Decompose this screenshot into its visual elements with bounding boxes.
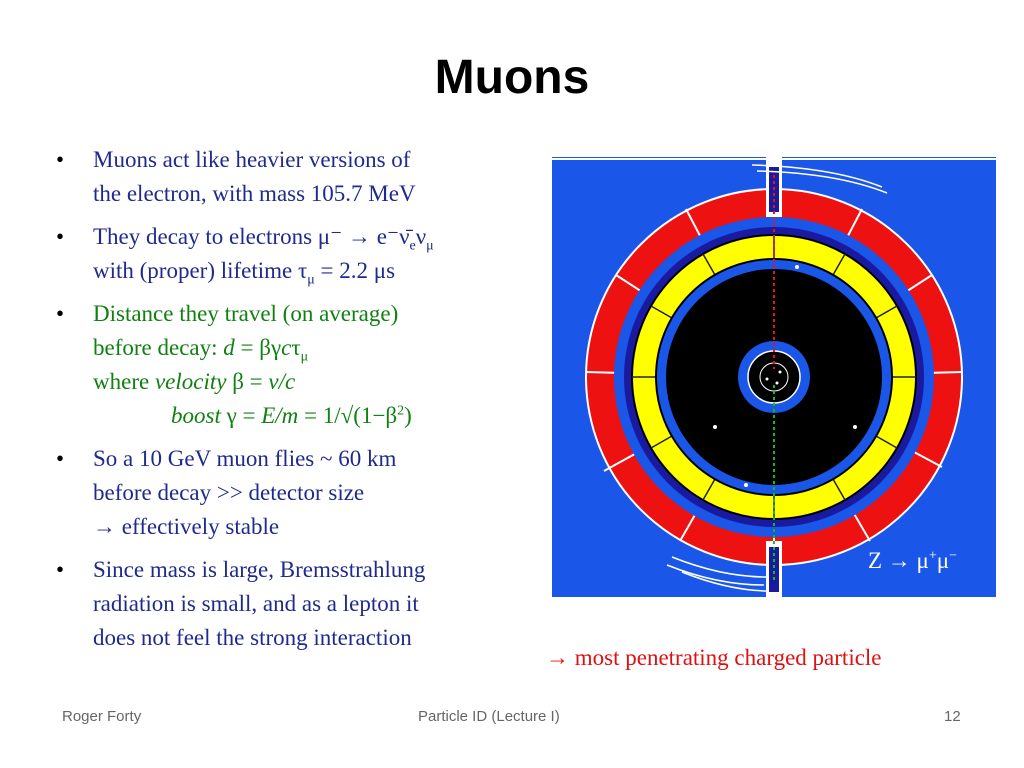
bullet-text: before decay >> detector size bbox=[93, 480, 365, 505]
bullet-item bbox=[56, 553, 526, 655]
detector-diagram bbox=[552, 157, 996, 597]
bullet-text: does not feel the strong interaction bbox=[93, 625, 412, 650]
bullet-item bbox=[56, 297, 526, 433]
bullet-marker: • bbox=[56, 224, 65, 249]
bullet-item bbox=[56, 143, 526, 211]
bullet-text: Muons act like heavier versions of bbox=[93, 147, 411, 172]
bullet-text: the electron, with mass 105.7 MeV bbox=[93, 181, 416, 206]
bullet-text: Distance they travel (on average) bbox=[93, 301, 399, 326]
bullet-marker: • bbox=[56, 147, 65, 172]
footer-page-number: 12 bbox=[944, 708, 961, 725]
bullet-text: boost $\gamma = E/m = 1/√(1-\beta^2)$ bbox=[171, 403, 412, 428]
bullet-text: So a 10 GeV muon flies ~ 60 km bbox=[93, 446, 397, 471]
detector-event-display bbox=[552, 157, 996, 597]
bullet-marker: • bbox=[56, 557, 65, 582]
bullet-list bbox=[56, 143, 526, 664]
bullet-item bbox=[56, 442, 526, 544]
footer-author: Roger Forty bbox=[62, 708, 142, 725]
bullet-text: before decay: d = βγcτ$_\mu$ bbox=[93, 335, 309, 365]
bullet-text: Since mass is large, Bremsstrahlung bbox=[93, 557, 426, 582]
bullet-text: with (proper) lifetime $\tau_\mu = 2.2$ μs bbox=[93, 258, 396, 288]
bullet-text: → effectively stable bbox=[93, 514, 280, 539]
bullet-marker: • bbox=[56, 446, 65, 471]
figure-caption: Z → μ+μ− bbox=[868, 548, 958, 573]
slide-title: Muons bbox=[434, 51, 590, 104]
bullet-text: They decay to electrons $\mu^- \to e^-\nū_e\nu_\mu$ bbox=[93, 224, 434, 254]
bullet-text: radiation is small, and as a lepton it bbox=[93, 591, 419, 616]
footer-lecture: Particle ID (Lecture I) bbox=[418, 708, 560, 725]
bullet-item bbox=[56, 220, 526, 288]
note-text: → most penetrating charged particle bbox=[546, 645, 882, 670]
bullet-marker: • bbox=[56, 301, 65, 326]
bullet-text: where velocity β = v/c bbox=[93, 369, 296, 394]
